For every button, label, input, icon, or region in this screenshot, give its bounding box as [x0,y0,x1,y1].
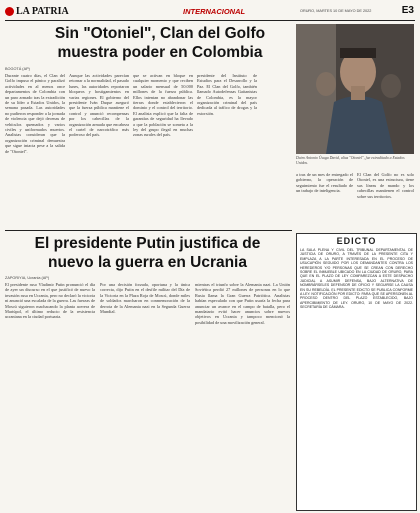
story2-column-3 [195,282,290,507]
photo-caption: Dairo Antonio Úsuga David, alias "Otoniel", fue extraditado a Estados Unidos. [296,156,405,165]
story2-headline-line1: El presidente Putin justifica de [34,235,261,252]
story1-column-1 [5,73,65,225]
story1-column-2 [69,73,129,225]
story1-column-1-text: Durante cuatro días, el Clan del Golfo impuso el pánico y paralizó actividades en al menos once departamentos de Colombia con un paro armado tras la extradición de su líder a Estados Unidos, la semana pasada. Las autoridades no pudieron responder a la jornada de violencia que dejó decenas de vehículos quemados y varios civiles y uniformados muertos. Analistas consideran que la organización criminal demuestra que sigue intacta pese a la salida de "Otoniel". [5,73,65,154]
story1-column-4 [197,73,257,225]
story2-column-3-text: mientras el triunfo sobre la Alemania nazi. La Unión Soviética perdió 27 millones de personas en lo que Rusia llama la Gran Guerra Patriótica. Analistas habían especulado con que Putin usaría la fecha para anunciar un avance en el campo de batalla, pero el mandatario evitó hacer anuncios sobre nuevos objetivos en Ucrania y tampoco mencionó la posibilidad de una movilización general. [195,282,290,325]
story1-headline-line2: muestra poder en Colombia [57,44,263,61]
story1-column-5-text: a tras de un mes de entregado el gobierno, la operación de seguimiento fue el resultado de un trabajo de inteligencia. [296,172,353,194]
edicto-text: LA SALA PLENA Y CIVIL DEL TRIBUNAL DEPARTAMENTAL DE JUSTICIA DE ORURO, A TRAVÉS DE LA PRESENTE CITA Y EMPLAZA A LA PARTE INTERESADA EN EL PROCESO DE USUCAPIÓN SEGUIDO POR LOS DEMANDANTES CONTRA LOS HEREDEROS Y/O PERSONAS QUE SE CREAN CON DERECHO SOBRE EL INMUEBLE UBICADO EN LA CIUDAD DE ORURO, PARA QUE EN EL PLAZO DE LEY COMPAREZCAN A ESTE DESPACHO JUDICIAL A ASUMIR DEFENSA, BAJO ALTERNATIVA DE NOMBRÁRSELES DEFENSOR DE OFICIO Y SEGUIRSE LA CAUSA EN SU REBELDÍA. EL PRESENTE EDICTO SE PUBLICA CONFORME A LEY. NOTIFICACIÓN POR EDICTO: PARA QUE SE APERSONEN AL PROCESO DENTRO DEL PLAZO ESTABLECIDO, BAJO APERCIBIMIENTO DE LEY. ORURO, 10 DE MAYO DE 2022. SECRETARÍA DE CÁMARA. [300,248,413,310]
photo-illustration-icon [296,24,414,154]
story2-headline-line2: nuevo la guerra en Ucrania [48,254,247,271]
newspaper-logo [5,6,69,17]
story2-column-2 [100,282,190,507]
otoniel-photo [296,24,414,154]
story2-byline: ZAPORIYIA, Ucrania (AP) [5,276,50,280]
story1-column-3 [133,73,193,225]
edicto-title: EDICTO [336,236,377,246]
story1-column-3-text: que se activan en bloque en cualquier momento y que reciben un salario mensual de 50.000 millones de la fuerza pública. Ellos intentan no abandonar las tierras donde establecieron el dominio y el control del territorio. El analista explicó que la falta de garantías de seguridad ha llevado a que la población se someta a la ley del grupo ilegal en muchas zonas rurales del país. [133,73,193,138]
story1-column-6-text: El Clan del Golfo no es solo Otoniel, es una estructura, tiene sus líneas de mando y los cabecillas mantienen el control sobre sus territorios. [357,172,414,199]
story1-byline: BOGOTÁ (AP) [5,67,30,71]
story2-column-1-text: El presidente ruso Vladimir Putin pronunció el día de ayer un discurso en el que justificó de nuevo la invasión rusa en Ucrania, pero no declaró la victoria ni anunció una escalada de la guerra. Las fuerzas de Moscú siguieron machacando la planta acerera de Mariúpol, el último reducto de la resistencia ucraniana en la ciudad portuaria. [5,282,95,320]
logo-emblem-icon [5,7,14,16]
edicto-notice [296,233,417,511]
story-divider [5,230,292,231]
story1-column-2-text: Aunque las actividades parecían retornar a la normalidad, el pasado lunes, las autoridades reportaron bloqueos y hostigamientos en varias regiones. El gobierno del presidente Iván Duque aseguró que la fuerza pública mantiene el control y anunció recompensas por los cabecillas de la organización armada que encabeza el cartel de narcotráfico más poderoso del país. [69,73,129,138]
page-number: E3 [401,5,414,16]
masthead-divider [5,20,415,21]
story1-column-5 [296,172,353,230]
story1-headline-line1: Sin "Otoniel", Clan del Golfo [54,25,266,42]
story2-headline [5,234,290,272]
story2-column-1 [5,282,95,507]
story1-headline [40,24,280,62]
story1-column-4-text: presidente del Instituto de Estudios para el Desarrollo y la Paz. El Clan del Golfo, también llamado Autodefensas Gaitanistas de Colombia, es la mayor organización criminal del país dedicada al tráfico de drogas y la extorsión. [197,73,257,116]
section-title: INTERNACIONAL [183,7,246,16]
dateline: ORURO, MARTES 10 DE MAYO DE 2022 [300,9,372,13]
logo-text: LA PATRIA [16,6,69,17]
story2-column-2-text: Por una decisión forzada, oportuna y la única correcta, dijo Putin en el desfile militar del Día de la Victoria en la Plaza Roja de Moscú, donde miles de soldados marcharon en conmemoración de la derrota de la Alemania nazi en la Segunda Guerra Mundial. [100,282,190,315]
story1-column-6 [357,172,414,230]
